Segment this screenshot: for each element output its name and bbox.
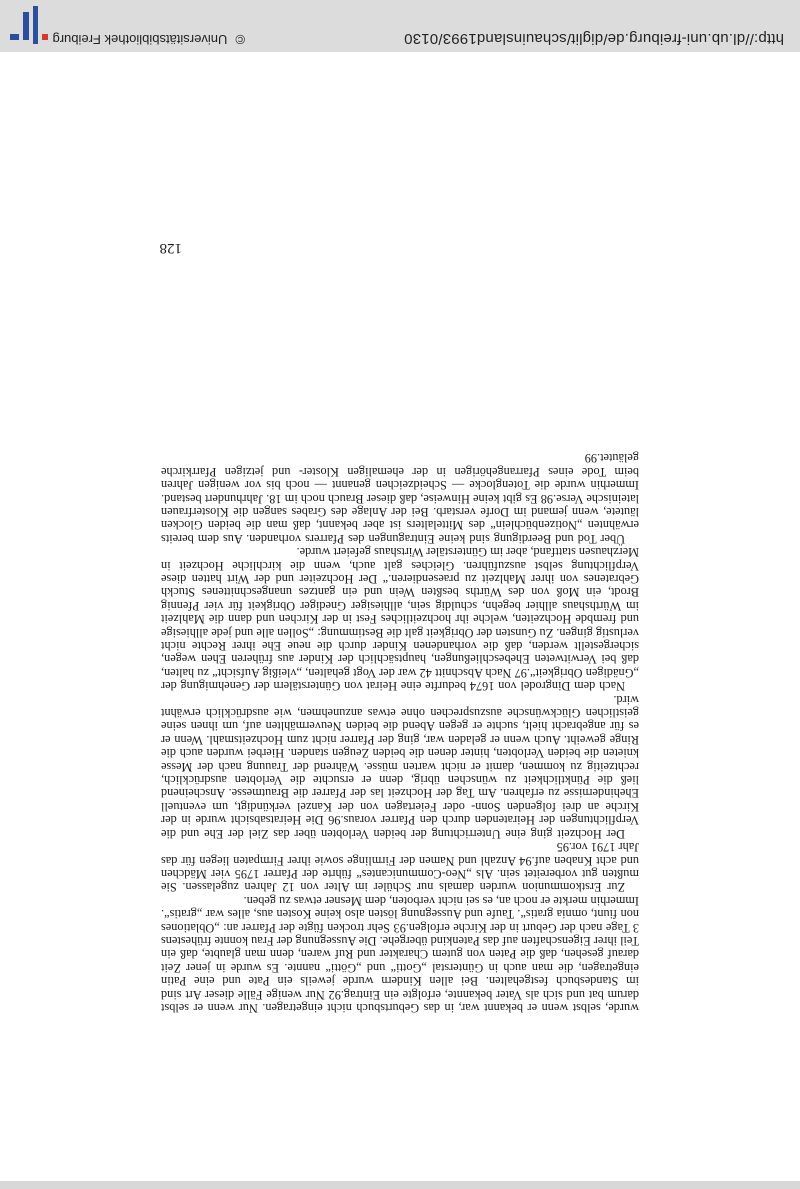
paragraph: Der Hochzeit ging eine Unterrichtung der beiden Verlobten über das Ziel der Ehe und die Verpflichtungen der Heiratenden durch den Pfarrer voraus.96 Die Heiratsabsicht wurde in der Kirche an drei folgenden Sonn- oder Feiertagen von der Kanzel verkündigt, um eventuell Ehehindernisse zu erfahren. Am Tag der Hochzeit las der Pfarrer die Brautmesse. Anscheinend ließ die Pünktlichkeit zu wünschen übrig, denn er ersuchte die Verlobten ausdrücklich, rechtzeitig zu kommen, damit er nicht warten müsse. Während der Trauung nach der Messe knieten die beiden Verlobten, hinter denen die beiden Zeugen standen. Hierbei wurden auch die Ringe geweiht. Auch wenn er geladen war, ging der Pfarrer nicht zum Hochzeitsmahl. Wenn er es für angebracht hielt, suchte er gegen Abend die beiden Neuvermählten auf, um ihnen seine geistlichen Glückwünsche auszusprechen ohne etwas anzunehmen, wie ausdrücklich erwähnt wird. — [161, 692, 639, 841]
paragraph: wurde, selbst wenn er bekannt war, in das Geburtsbuch nicht eingetragen. Nur wenn er selbst darum bat und sich als Vater bekannte, erfolgte ein Eintrag.92 Nur wenige Fälle dieser Art sind im Standesbuch festgehalten. Bei allen Kindern wurde jeweils ein Pate und eine Patin eingetragen, die man auch in Günterstal „Gotti“ und „Götti“ nannte. Es wurde in jener Zeit darauf gesehen, daß die Paten von gutem Charakter und Ruf waren, denn man glaubte, daß ein Teil ihrer Eigenschaften auf das Patenkind übergehe. Die Aussegnung der Frau konnte frühestens 3 Tage nach der Geburt in der Kirche erfolgen.93 Sehr trocken fügte der Pfarrer an: „Oblationes non fiunt, omnia gratis“. Taufe und Aussegnung lösten also keine Kosten aus, alles war „gratis“. Immerhin merkte er noch an, es sei nicht verboten, dem Mesner etwas zu geben. — [160, 893, 639, 1015]
footer-institution: Universitätsbibliothek Freiburg — [52, 32, 228, 47]
paragraph: Zur Erstkommunion wurden damals nur Schüler im Alter von 12 Jahren zugelassen. Sie mußten gut vorbereitet sein. Als „Neo-Communicantes“ führte der Pfarrer 1795 vier Mädchen und acht Knaben auf.94 Anzahl und Namen der Firmlinge sowie ihrer Firmpaten liegen für das Jahr 1791 vor.95 — [161, 840, 639, 895]
ub-freiburg-logo-icon — [10, 6, 48, 44]
footer-copyright — [53, 32, 245, 47]
footer-bar — [0, 0, 800, 52]
paragraph: Über Tod und Beerdigung sind keine Eintragungen des Pfarrers vorhanden. Aus dem bereits erwähnten „Notizenbüchlein“ des Mittelalters ist aber bekannt, daß man die beiden Glocken läutete, wenn jemand im Dorfe verstarb. Bei der Anlage des Grabes sangen die Klosterfrauen lateinische Verse.98 Es gibt keine Hinweise, daß dieser Brauch noch im 18. Jahrhundert bestand. Immerhin wurde die Totenglocke — Scheidzeichen genannt — noch bis vor wenigen Jahren beim Tode eines Pfarrangehörigen in der ehemaligen Kloster- und jetzigen Pfarrkirche geläutet.99 — [161, 451, 639, 546]
paragraph: Nach dem Dingrodel von 1674 bedurfte eine Heirat von Günterstälern der Genehmigung der „Gnädigen Obrigkeit“.97 Nach Abschnitt 42 war der Vogt gehalten, „vleißig Aufsicht“ zu halten, daß bei Verwitweten Ehebeschließungen, hauptsächlich der Kinder aus früheren Ehen wegen, sichergestellt werden, daß die vorhandenen Kinder durch die neue Ehe ihrer Rechte nicht verlustig gingen. Zu Gunsten der Obrigkeit galt die Bestimmung: „Sollen alle und jede allhiesige und frembde Hochzeiten, welche ihr hochzeitliches Fest in der Kirchen und dann die Mahlzeit im Würthshaus allhier begehn, schuldig sein, allhiesiger Gnediger Obrigkeit für vier Pfennig Brodt, ein Moß von des Würths besßten Wein und ein gantzes unangeschnittenes Stuckh Gebratenes von ihrer Mahlzeit zu praesendieren.“ Der Hochzeiter und der Wirt hatten diese Verpflichtung selbst auszuführen. Gleiches galt auch, wenn die kirchliche Hochzeit in Merzhausen stattfand, aber im Günterstäler Wirtshaus gefeiert wurde. — [161, 545, 639, 694]
page-number: 128 — [159, 240, 182, 256]
footer-url-link[interactable]: http://dl.ub.uni-freiburg.de/diglit/schauinsland1993/0130 — [404, 30, 784, 47]
header-strip — [0, 1181, 800, 1189]
body-text — [161, 451, 639, 1014]
copyright-symbol: © — [235, 32, 245, 47]
